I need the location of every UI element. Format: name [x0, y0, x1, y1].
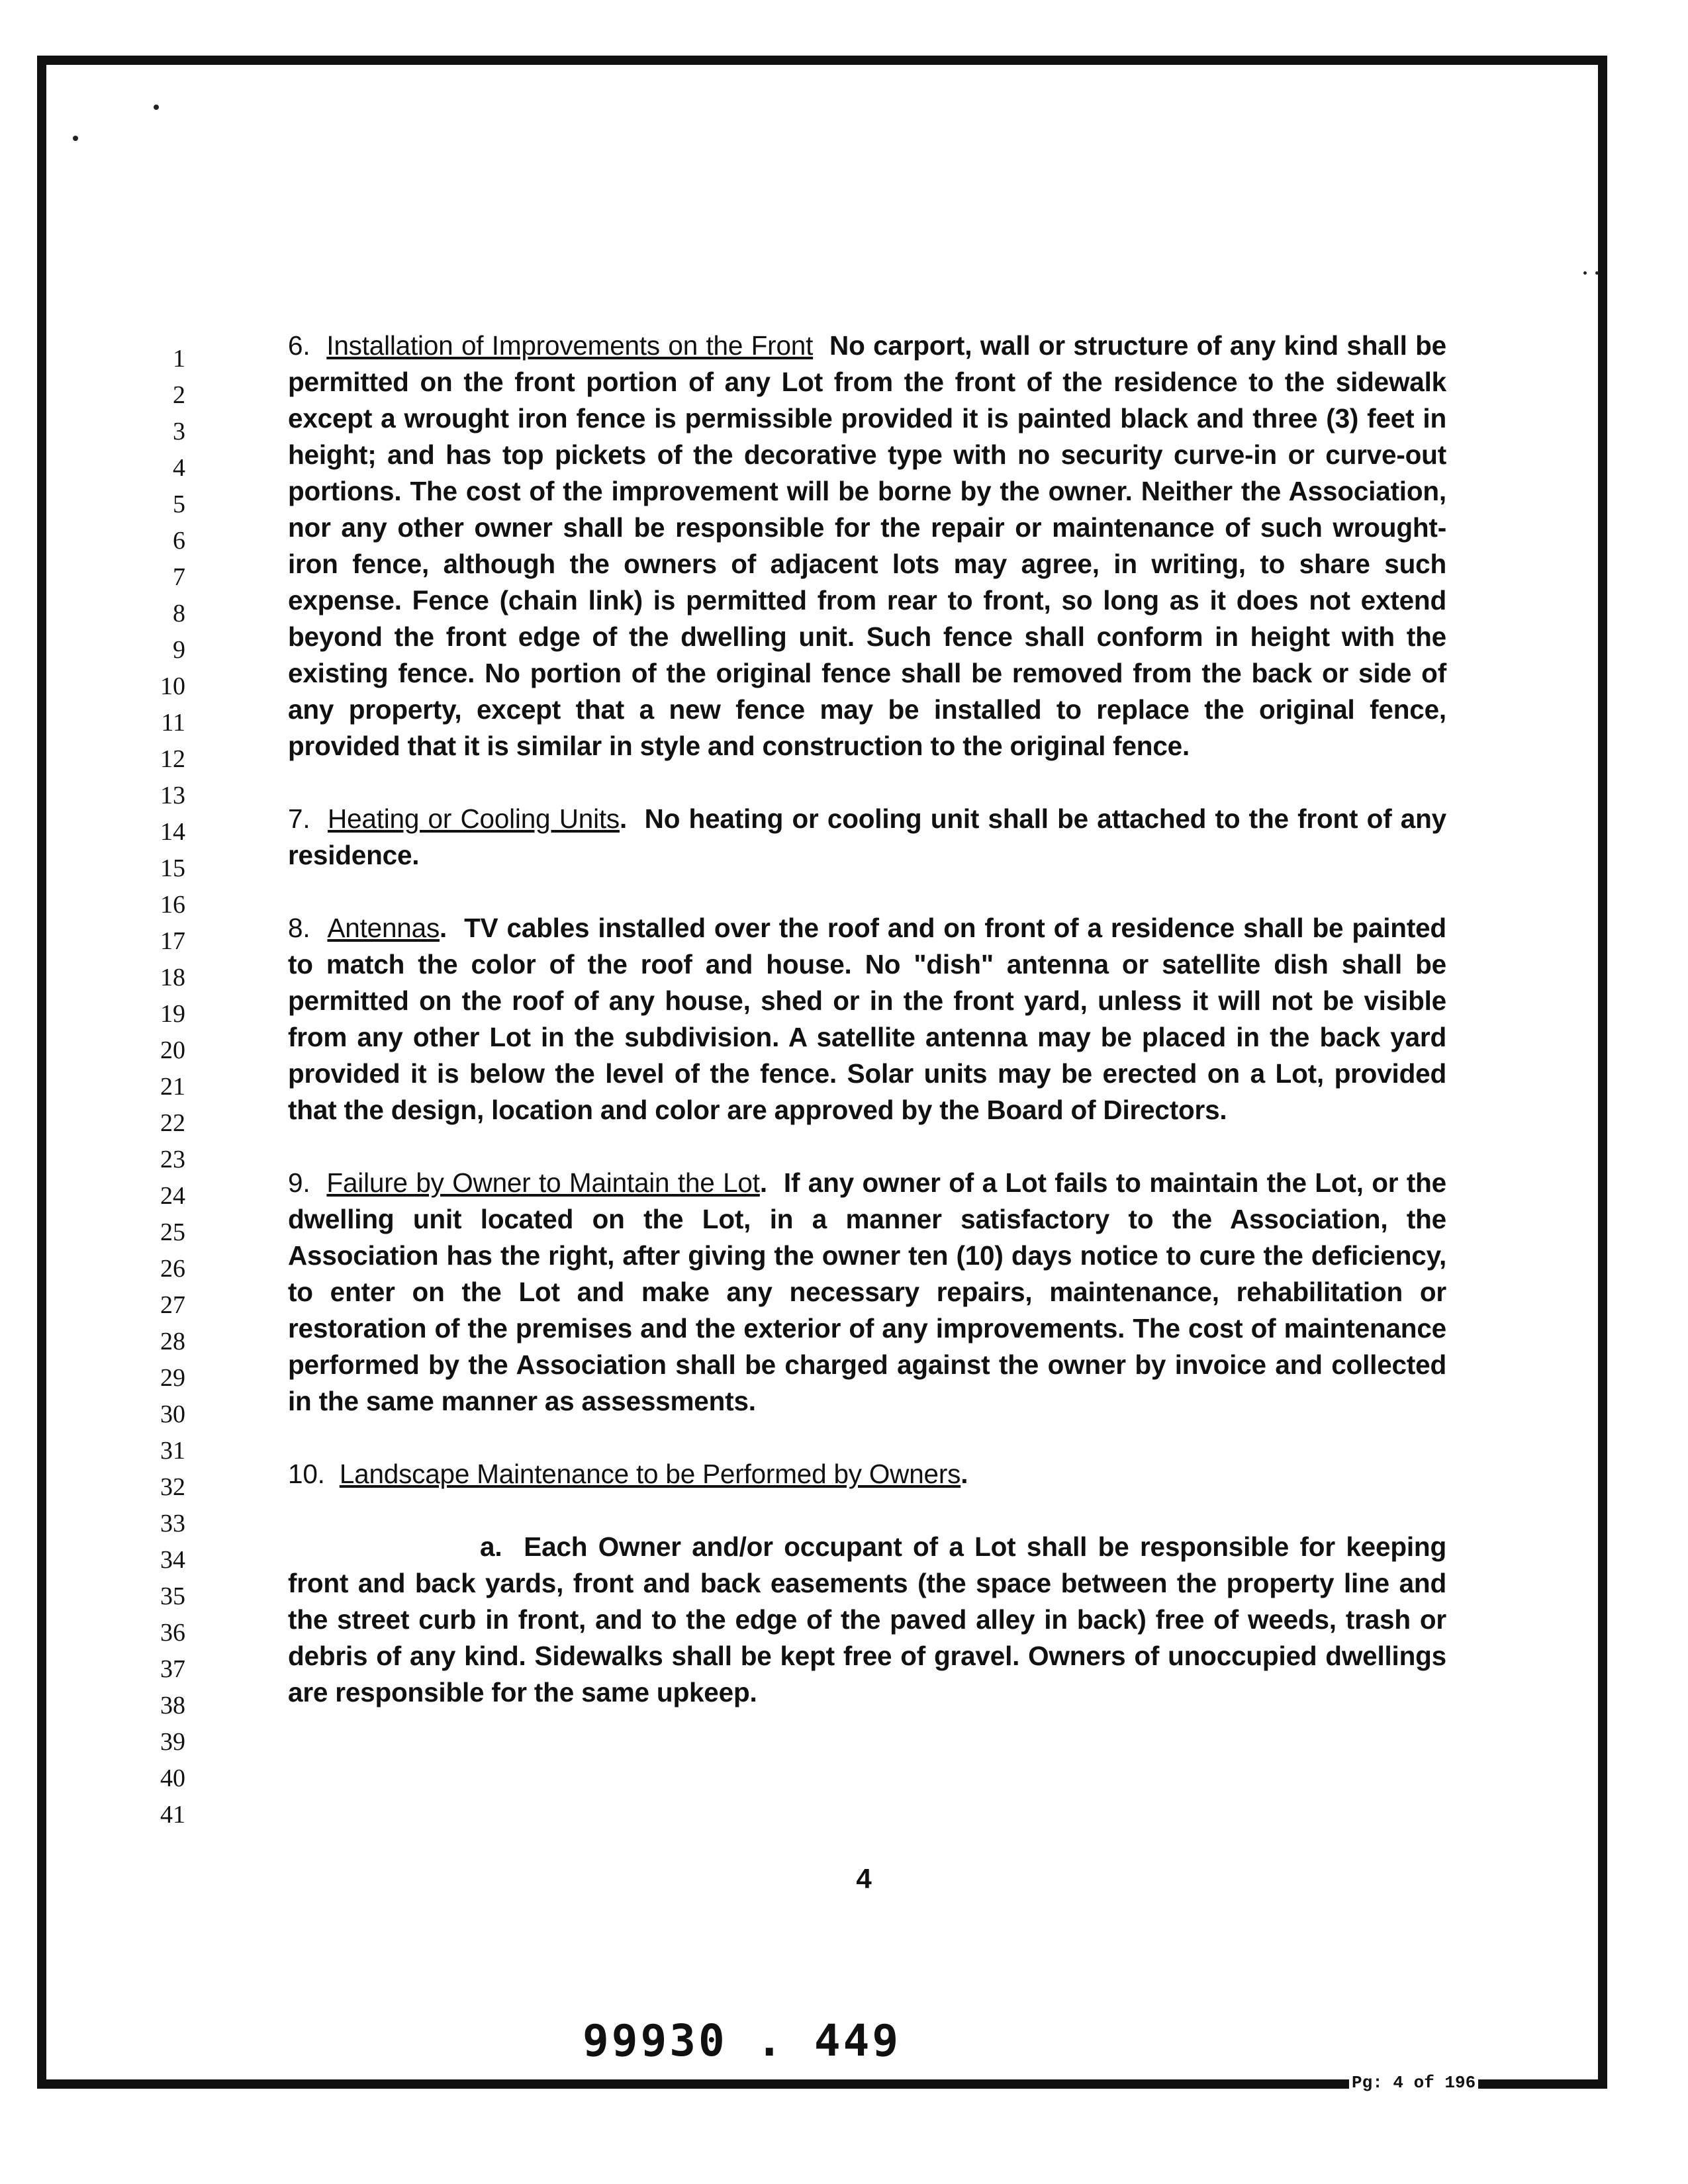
- line-number: 35: [160, 1582, 185, 1610]
- line-number: 18: [160, 964, 185, 991]
- line-number: 20: [160, 1036, 185, 1064]
- section-number: 10.: [288, 1459, 325, 1489]
- line-number: 13: [160, 782, 185, 809]
- scan-speck: [73, 136, 78, 141]
- line-number: 11: [161, 709, 185, 737]
- section-9: 9. Failure by Owner to Maintain the Lot. If any owner of a Lot fails to maintain the Lot, or the dwelling unit located on the Lot, in a manner satisfactory to the Association, the Association has the right, after giving the owner ten (10) days notice to cure the deficiency, to enter on the Lot and make any necessary repairs, maintenance, rehabilitation or restoration of the premises and the exterior of any improvements. The cost of maintenance performed by the Association shall be charged against the owner by invoice and collected in the same manner as assessments.: [288, 1167, 1446, 1416]
- section-number: 9.: [288, 1167, 310, 1198]
- line-number: 37: [160, 1655, 185, 1683]
- section-heading: Heating or Cooling Units: [328, 803, 620, 834]
- line-number: 5: [173, 490, 185, 518]
- section-10: 10. Landscape Maintenance to be Performed by Owners.: [288, 1459, 968, 1489]
- line-number: 4: [173, 454, 185, 482]
- section-text: If any owner of a Lot fails to maintain the Lot, or the dwelling unit located on the Lot, in a manner satisfactory to the Association, the Association has the right, after giving the owner ten (10) days notice to cure the deficiency, to enter on the Lot and make any necessary repairs, maintenance, rehabilitation or restoration of the premises and the exterior of any improvements. The cost of maintenance performed by the Association shall be charged against the owner by invoice and collected in the same manner as assessments.: [288, 1167, 1446, 1416]
- line-number: 23: [160, 1146, 185, 1173]
- line-number: 25: [160, 1218, 185, 1246]
- line-number: 36: [160, 1619, 185, 1647]
- line-number: 14: [160, 818, 185, 846]
- line-number: 33: [160, 1510, 185, 1537]
- line-number: 16: [160, 891, 185, 919]
- line-number: 12: [160, 745, 185, 773]
- line-number: 40: [160, 1764, 185, 1792]
- section-7: 7. Heating or Cooling Units. No heating or cooling unit shall be attached to the front of any residence.: [288, 803, 1446, 870]
- line-number: 29: [160, 1364, 185, 1392]
- line-number: 21: [160, 1073, 185, 1101]
- line-number: 15: [160, 854, 185, 882]
- line-number: 1: [173, 345, 185, 373]
- section-heading: Landscape Maintenance to be Performed by Owners: [339, 1459, 961, 1489]
- section-heading: Failure by Owner to Maintain the Lot: [326, 1167, 760, 1198]
- section-number: 8.: [288, 913, 310, 943]
- document-body: [288, 328, 1446, 1711]
- line-number: 28: [160, 1328, 185, 1355]
- section-number: 6.: [288, 330, 310, 361]
- section-text: No carport, wall or structure of any kind shall be permitted on the front portion of any Lot from the front of the residence to the sidewalk except a wrought iron fence is permissible provided it is painted black and three (3) feet in height; and has top pickets of the decorative type with no security curve-in or curve-out portions. The cost of the improvement will be borne by the owner. Neither the Association, nor any other owner shall be responsible for the repair or maintenance of such wrought-iron fence, although the owners of adjacent lots may agree, in writing, to share such expense. Fence (chain link) is permitted from rear to front, so long as it does not extend beyond the front edge of the dwelling unit. Such fence shall conform in height with the existing fence. No portion of the original fence shall be removed from the back or side of any property, except that a new fence may be installed to replace the original fence, provided that it is similar in style and construction to the original fence.: [288, 330, 1446, 761]
- line-number: 19: [160, 1000, 185, 1028]
- line-number: 31: [160, 1437, 185, 1465]
- line-number: 34: [160, 1546, 185, 1574]
- line-number: 22: [160, 1109, 185, 1137]
- section-text: TV cables installed over the roof and on front of a residence shall be painted to match the color of the roof and house. No "dish" antenna or satellite dish shall be permitted on the roof of any house, shed or in the front yard, unless it will not be visible from any other Lot in the subdivision. A satellite antenna may be placed in the back yard provided it is below the level of the fence. Solar units may be erected on a Lot, provided that the design, location and color are approved by the Board of Directors.: [288, 913, 1446, 1125]
- page-indicator: Pg: 4 of 196: [1349, 2073, 1478, 2093]
- section-6: [288, 328, 1446, 764]
- line-number: 30: [160, 1400, 185, 1428]
- subsection-text: Each Owner and/or occupant of a Lot shall be responsible for keeping front and back yards, front and back easements (the space between the property line and the street curb in front, and to the edge of the paved alley in back) free of weeds, trash or debris of any kind. Sidewalks shall be kept free of gravel. Owners of unoccupied dwellings are responsible for the same upkeep.: [288, 1531, 1446, 1707]
- line-number: 17: [160, 927, 185, 955]
- line-number: 38: [160, 1692, 185, 1719]
- line-number: 41: [160, 1801, 185, 1829]
- line-number: 24: [160, 1182, 185, 1210]
- line-number: 2: [173, 381, 185, 409]
- section-number: 7.: [288, 803, 310, 834]
- line-number: 3: [173, 418, 185, 445]
- line-number: 7: [173, 563, 185, 591]
- section-text: No heating or cooling unit shall be attached to the front of any residence.: [288, 803, 1446, 870]
- scan-speck: [154, 105, 159, 110]
- subsection-label: a.: [480, 1531, 502, 1562]
- line-number: 32: [160, 1473, 185, 1501]
- line-number: 10: [160, 672, 185, 700]
- scan-speck: [1583, 271, 1587, 275]
- line-number: 8: [173, 600, 185, 627]
- record-stamp: 99930 . 449: [583, 2015, 902, 2066]
- scan-speck: [1595, 271, 1599, 275]
- line-number: 9: [173, 636, 185, 664]
- section-heading: Installation of Improvements on the Front: [326, 330, 814, 361]
- page-number: 4: [856, 1863, 872, 1894]
- section-8: 8. Antennas. TV cables installed over the roof and on front of a residence shall be painted to match the color of the roof and house. No "dish" antenna or satellite dish shall be permitted on the roof of any house, shed or in the front yard, unless it will not be visible from any other Lot in the subdivision. A satellite antenna may be placed in the back yard provided it is below the level of the fence. Solar units may be erected on a Lot, provided that the design, location and color are approved by the Board of Directors.: [288, 913, 1446, 1125]
- section-heading: Antennas: [327, 913, 440, 943]
- line-number: 26: [160, 1255, 185, 1283]
- line-number: 27: [160, 1291, 185, 1319]
- line-number: 39: [160, 1728, 185, 1756]
- line-number-column: [132, 341, 185, 1833]
- section-10a: [288, 1529, 1446, 1711]
- line-number: 6: [173, 527, 185, 555]
